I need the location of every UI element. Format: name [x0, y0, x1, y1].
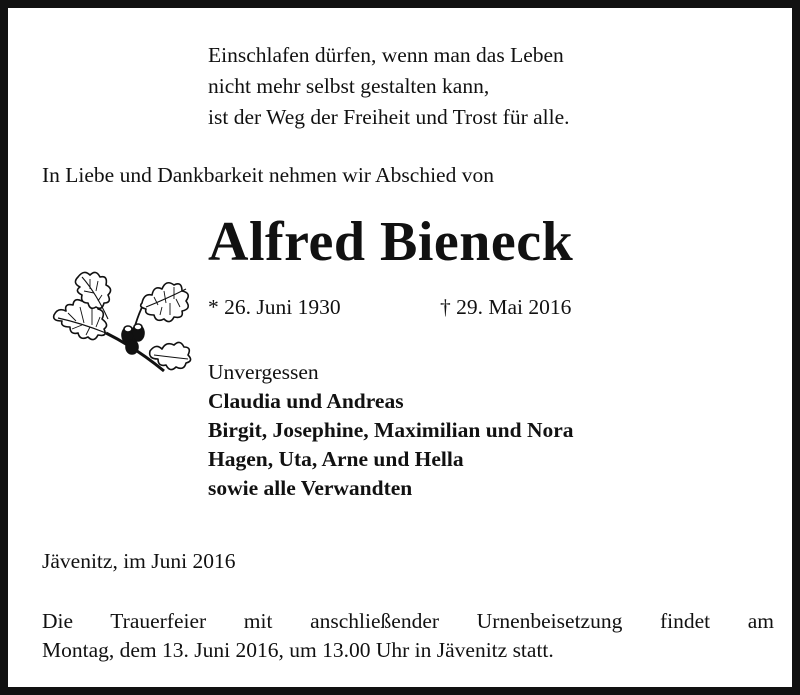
oak-leaves-acorns-icon — [46, 263, 196, 378]
mourner-line: sowie alle Verwandten — [208, 476, 413, 500]
poem-line: ist der Weg der Freiheit und Trost für alle. — [208, 105, 570, 129]
funeral-notice-line: Die Trauerfeier mit anschließender Urnenbeisetzung findet am — [42, 609, 774, 633]
funeral-notice-line: Montag, dem 13. Juni 2016, um 13.00 Uhr in Jävenitz statt. — [42, 638, 554, 662]
mourners-block — [208, 358, 574, 503]
place-date: Jävenitz, im Juni 2016 — [42, 549, 236, 573]
mourner-line: Birgit, Josephine, Maximilian und Nora — [208, 418, 574, 442]
mourner-line: Hagen, Uta, Arne und Hella — [208, 447, 464, 471]
poem-line: Einschlafen dürfen, wenn man das Leben — [208, 43, 564, 67]
death-date: † 29. Mai 2016 — [440, 295, 572, 319]
funeral-notice — [42, 607, 774, 665]
birth-date: * 26. Juni 1930 — [208, 295, 341, 319]
mourners-heading: Unvergessen — [208, 360, 319, 384]
poem-line: nicht mehr selbst gestalten kann, — [208, 74, 490, 98]
mourner-line: Claudia und Andreas — [208, 389, 404, 413]
deceased-name: Alfred Bieneck — [208, 211, 574, 273]
poem — [208, 40, 570, 133]
intro-text: In Liebe und Dankbarkeit nehmen wir Abschied von — [42, 163, 494, 187]
